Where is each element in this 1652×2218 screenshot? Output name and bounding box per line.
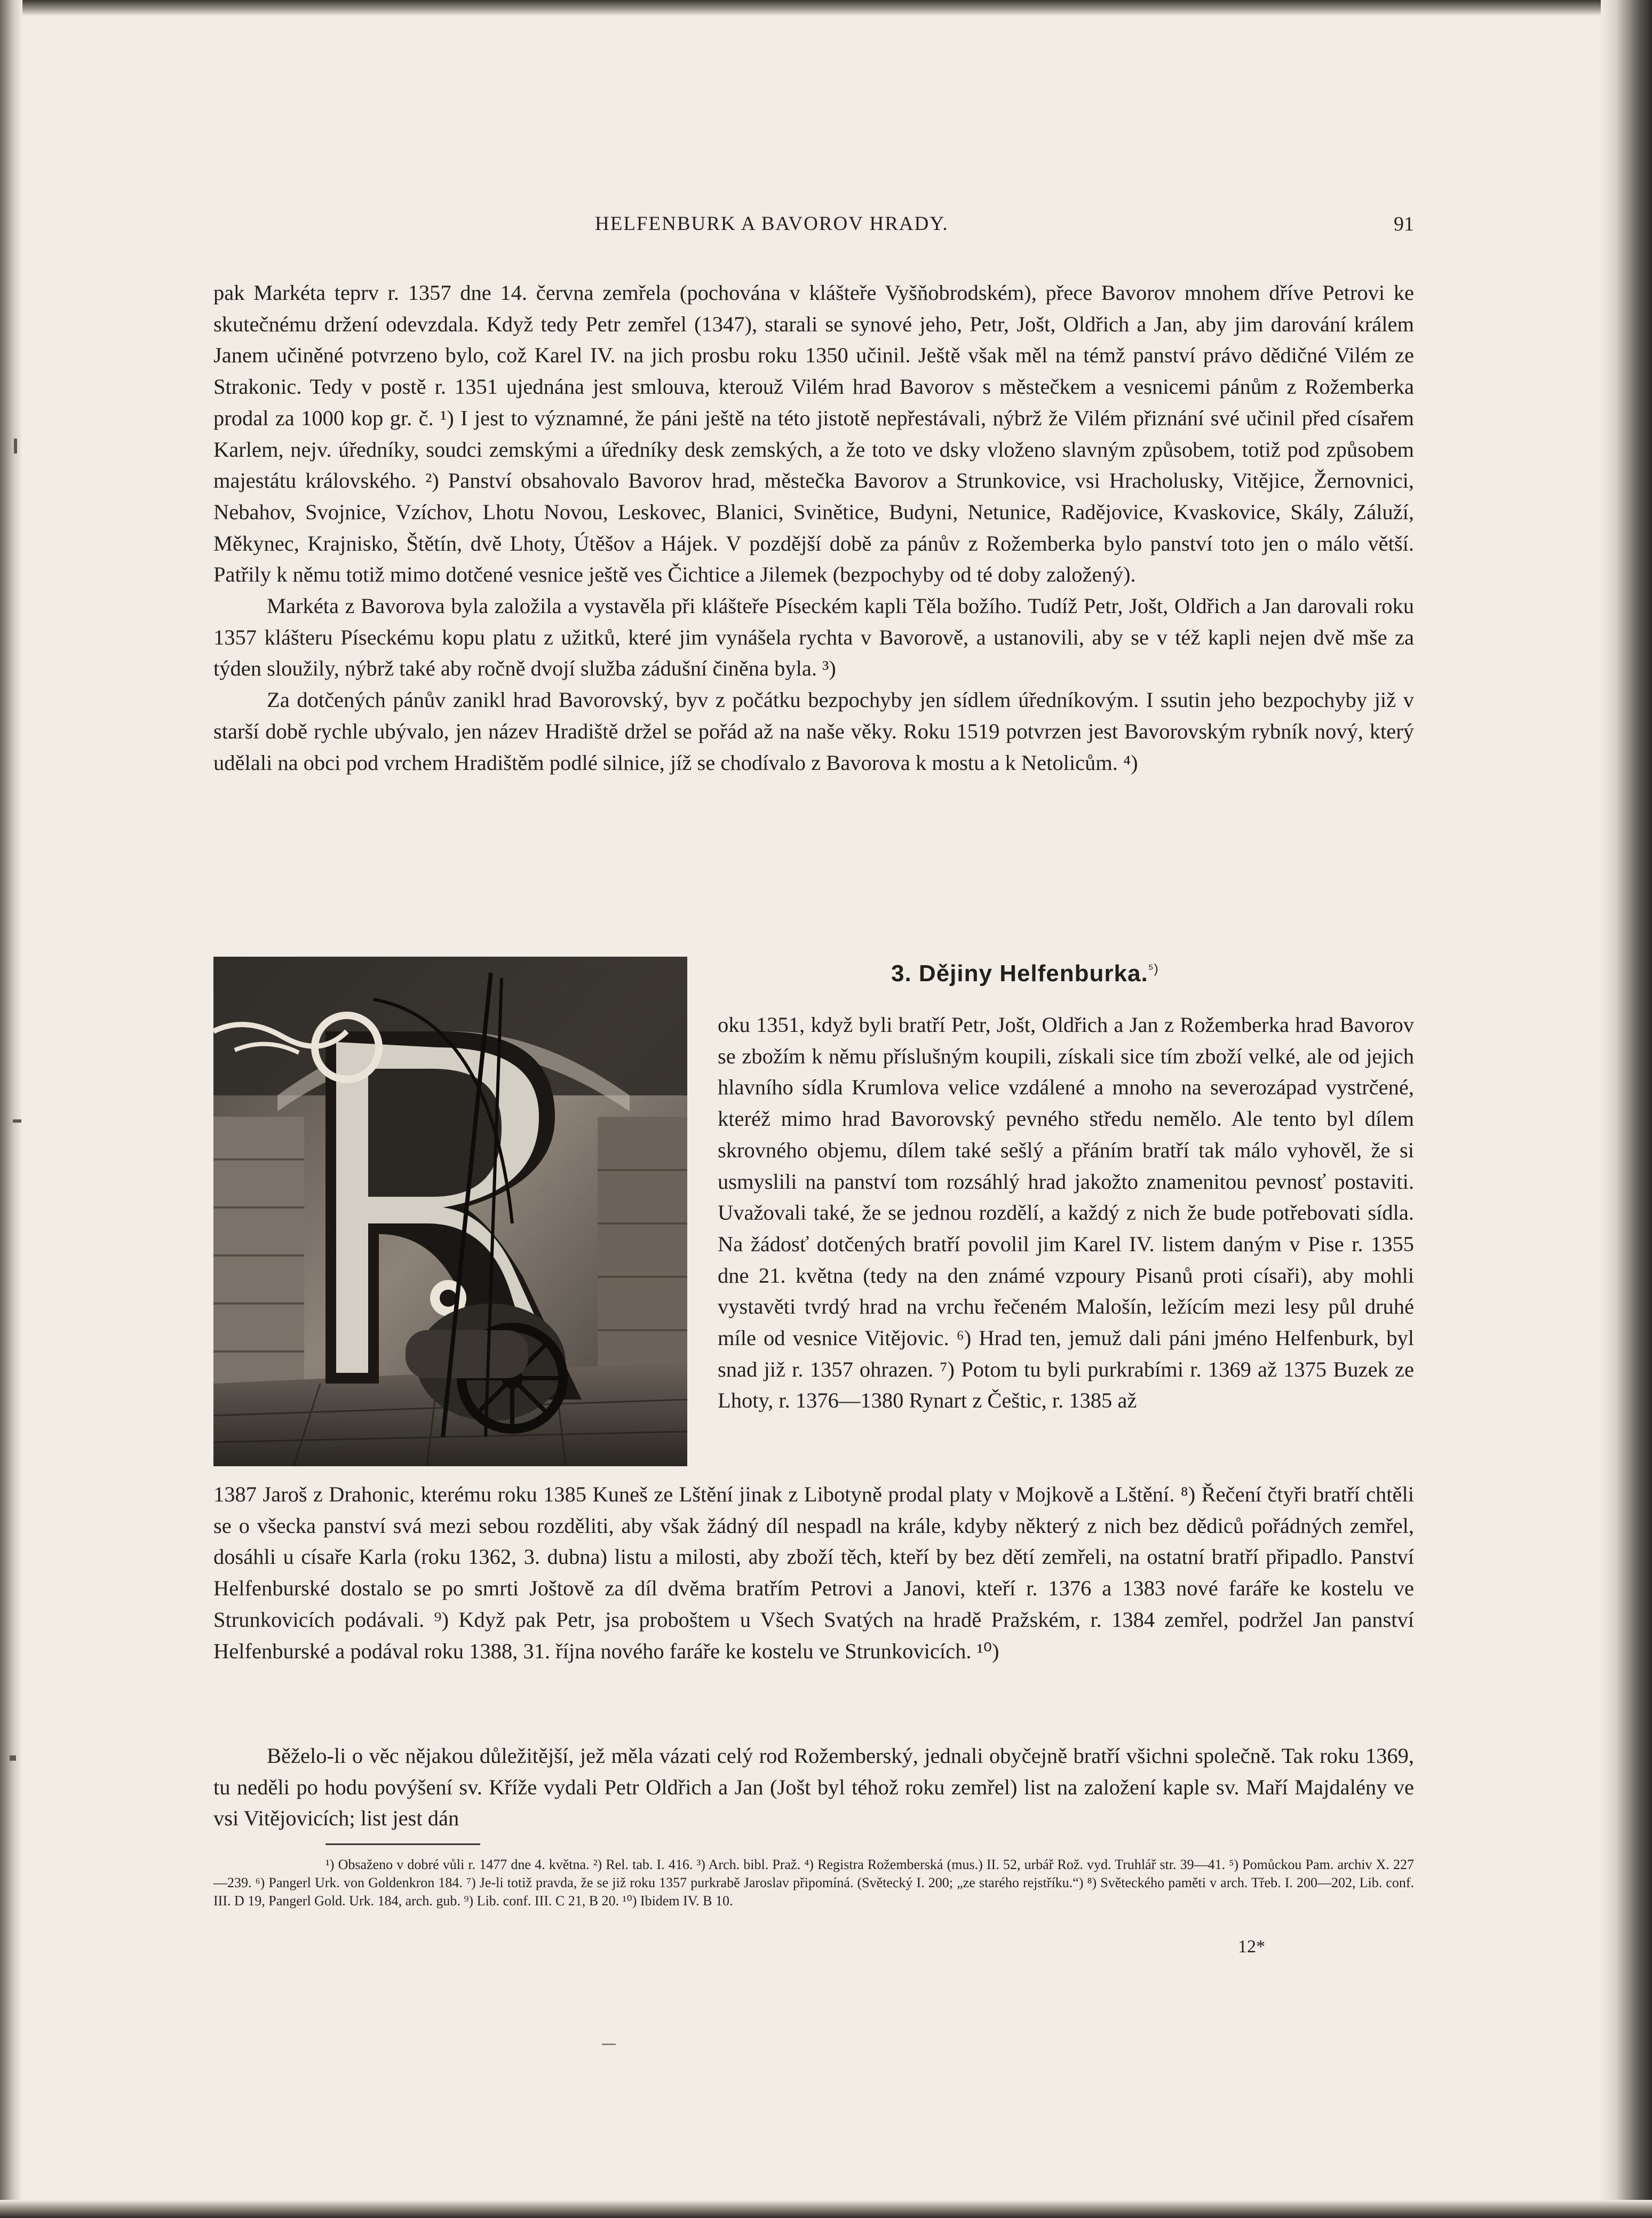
paragraph-1: pak Markéta teprv r. 1357 dne 14. června zemřela (pochována v klášteře Vyšňobrodském), přece Bavorov mnohem dříve Petrovi ke skutečnému držení odevzdala. Když tedy Petr zemřel (1347), starali se synové jeho, Petr, Jošt, Oldřich a Jan, aby jim darování králem Janem učiněné potvrzeno bylo, což Karel IV. na jich prosbu roku 1350 učinil. Ještě však měl na témž panství právo dědičné Vilém ze Strakonic. Tedy v postě r. 1351 ujednána jest smlouva, kterouž Vilém hrad Bavorov s městečkem a vesnicemi pánům z Rožemberka prodal za 1000 kop gr. č. ¹) I jest to významné, že páni ještě na této jistotě nepřestávali, nýbrž že Vilém přiznání své učinil před císařem Karlem, nejv. úředníky, soudci zemskými a úředníky desk zemských, a že toto ve dsky vloženo slavným způsobem, totiž pod způsobem majestátu královského. ²) Panství obsahovalo Bavorov hrad, městečka Bavorov a Strunkovice, vsi Hracholusky, Vitějice, Žernovnici, Nebahov, Svojnice, Vzíchov, Lhotu Novou, Leskovec, Blanici, Svinětice, Budyni, Netunice, Radějovice, Kvaskovice, Skály, Záluží, Měkynec, Krajnisko, Štětín, dvě Lhoty, Útěšov a Hájek. V pozdější době za pánův z Rožemberka bylo panství toto jen o málo větší. Patřily k němu totiž mimo dotčené vesnice ještě ves Čichtice a Jilemek (bezpochyby od té doby založený). xyxy=(213,281,1414,587)
section-heading-text: 3. Dějiny Helfenburka. xyxy=(891,960,1148,987)
decorative-initial-r xyxy=(213,957,687,1466)
scan-edge-right xyxy=(1601,0,1652,2218)
footnotes-text: ¹) Obsaženo v dobré vůli r. 1477 dne 4. května. ²) Rel. tab. I. 416. ³) Arch. bibl. Praž. ⁴) Registra Rožemberská (mus.) II. 52, urbář Rož. vyd. Truhlář str. 39—41. ⁵) Pomůckou Pam. archiv X. 227—239. ⁶) Pangerl Urk. von Goldenkron 184. ⁷) Je-li totiž pravda, že se již roku 1357 purkrabě Jaroslav připomíná. (Světecký I. 200; „ze starého rejstříku.“) ⁸) Světeckého paměti v arch. Třeb. I. 200—202, Lib. conf. III. D 19, Pangerl Gold. Urk. 184, arch. gub. ⁹) Lib. conf. III. C 21, B 20. ¹⁰) Ibidem IV. B 10. xyxy=(213,1857,1414,1909)
footnote-rule xyxy=(325,1843,480,1845)
section-heading xyxy=(891,960,1159,987)
scan-edge-left xyxy=(0,0,22,2218)
printer-signature-mark: 12* xyxy=(1238,1937,1265,1957)
running-header xyxy=(213,212,1414,244)
paragraph-3: Za dotčených pánův zanikl hrad Bavorovský, byv z počátku bezpochyby jen sídlem úředníkovým. I ssutin jeho bezpochyby již v starší době rychle ubývalo, jen název Hradiště držel se pořád až na naše věky. Roku 1519 potvrzen jest Bavorovským rybník nový, který udělali na obci pod vrchem Hradištěm podlé silnice, jíž se chodívalo z Bavorova k mostu a k Netolicům. ⁴) xyxy=(213,688,1414,775)
margin-mark xyxy=(14,439,17,454)
paragraph-2: Markéta z Bavorova byla založila a vystavěla při klášteře Píseckém kapli Těla božího. Tudíž Petr, Jošt, Oldřich a Jan darovali roku 1357 klášteru Píseckému kopu platu z užitků, které jim vynášela rychta v Bavorově, a ustanovili, aby se v též kapli nejen dvě mše za týden sloužily, nýbrž také aby ročně dvojí služba zádušní činěna byla. ³) xyxy=(213,594,1414,681)
footnotes xyxy=(213,1856,1414,1910)
running-title: HELFENBURK A BAVOROV HRADY. xyxy=(595,213,949,235)
initial-illustration xyxy=(213,957,687,1466)
section-heading-note: ⁵) xyxy=(1148,961,1159,976)
margin-mark xyxy=(13,1119,21,1123)
scan-edge-bottom xyxy=(0,2200,1652,2218)
body-text-top xyxy=(213,277,1414,778)
page-number: 91 xyxy=(1394,213,1414,235)
bottom-dash-mark xyxy=(602,2044,616,2045)
scan-edge-top xyxy=(0,0,1652,16)
margin-mark xyxy=(10,1755,16,1761)
paragraph-4-intro: oku 1351, když byli bratří Petr, Jošt, Oldřich a Jan z Rožemberka hrad Bavorov se zbožím k němu příslušným koupili, získali sice tím zboží velké, ale od jejich hlavního sídla Krumlova velice vzdálené a mnoho na severozápad vystrčené, kteréž mimo hrad Bavorovský pevného středu nemělo. Ale tento byl dílem skrovného objemu, dílem také sešlý a přáním bratří tak málo vyhověl, že si usmyslili na panství tom rozsáhlý hrad jakožto znamenitou pevnosť postaviti. Uvažovali také, že se jednou rozdělí, a každý z nich že bude potřebovati sídla. Na žádosť dotčených bratří povolil jim Karel IV. listem daným v Pise r. 1355 dne 21. května (tedy na den známé vzpoury Pisanů proti císaři), aby mohli vystavěti tvrdý hrad na vrchu řečeném Malošín, ležícím mezi lesy půl druhé míle od vesnice Vitějovic. ⁶) Hrad ten, jemuž dali páni jméno Helfenburk, byl snad již r. 1357 ohrazen. ⁷) Potom tu byli purkrabími r. 1369 až 1375 Buzek ze Lhoty, r. 1376—1380 Rynart z Češtic, r. 1385 až xyxy=(718,1013,1414,1413)
paragraph-4-continued: 1387 Jaroš z Drahonic, kterému roku 1385 Kuneš ze Lštění jinak z Libotyně prodal platy v Mojkově a Lštění. ⁸) Řečení čtyři bratří chtěli se o všecka panství svá mezi sebou rozděliti, aby však žádný díl nespadl na krále, kdyby některý z nich bez dědiců pořádných zemřel, dosáhli u císaře Karla (roku 1362, 3. dubna) listu a milosti, aby zboží těch, kteří by bez dětí zemřeli, na ostatní bratří připadlo. Panství Helfenburské dostalo se po smrti Joštově za díl dvěma bratřím Petrovi a Janovi, kteří r. 1376 a 1383 nové faráře ke kostelu ve Strunkovicích podávali. ⁹) Když pak Petr, jsa proboštem u Všech Svatých na hradě Pražském, r. 1384 zemřel, podržel Jan panství Helfenburské a podával roku 1388, 31. října nového faráře ke kostelu ve Strunkovicích. ¹⁰) xyxy=(213,1482,1414,1663)
paragraph-5 xyxy=(213,1740,1414,1834)
paragraph-5-text: Běželo-li o věc nějakou důležitější, jež měla vázati celý rod Rožemberský, jednali obyčejně bratří všichni společně. Tak roku 1369, tu neděli po hodu povýšení sv. Kříže vydali Petr Oldřich a Jan (Jošt byl téhož roku zemřel) list na založení kaple sv. Maří Majdalény ve vsi Vitějovicích; list jest dán xyxy=(213,1744,1414,1831)
